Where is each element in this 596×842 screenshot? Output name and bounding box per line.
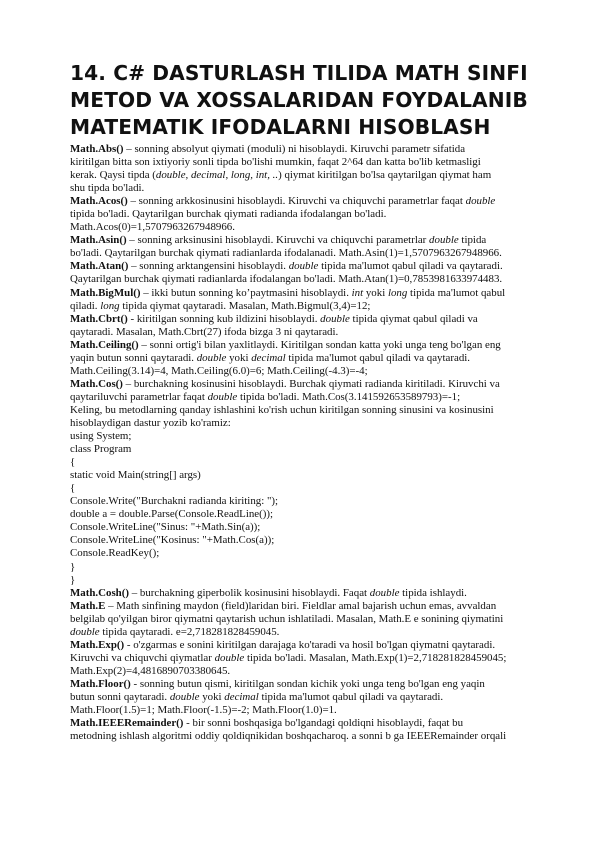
text-line [70,156,540,169]
text-segment: { [70,456,76,469]
text-segment: shu tipda bo'ladi. [70,182,145,195]
text-line [70,404,540,417]
text-line [70,678,540,691]
text-segment: using System; [70,430,132,443]
text-line [70,534,540,547]
method-name: Math.Asin() [70,234,127,247]
type-name: double [207,390,238,403]
text-segment: – sonni ortig'i bilan yaxlitlaydi. Kiritilgan sondan katta yoki unga teng bo'lgan eng [138,338,501,351]
text-line [70,391,540,404]
type-name: decimal [251,351,286,364]
text-segment: tipida bo'ladi. Masalan, Math.Exp(1)=2,718281828459045; [244,651,507,664]
text-line [70,430,540,443]
text-segment: yoki [226,351,252,364]
method-name: Math.Abs() [70,143,124,155]
text-line [70,704,540,717]
text-line [70,626,540,639]
text-line [70,508,540,521]
text-line [70,587,540,600]
text-segment: Math.Floor(1.5)=1; Math.Floor(-1.5)=-2; Math.Floor(1.0)=1. [70,704,337,717]
paragraph [70,234,540,260]
text-segment: - o'zgarmas e sonini kiritilgan darajaga ko'taradi va hosil bo'lgan qiymatni qaytaradi. [124,638,496,651]
text-segment: Qaytarilgan burchak qiymati radianlarda ifodalangan bo'ladi. Math.Atan(1)=0,7853981633974483. [70,273,503,286]
text-segment: tipida ma'lumot qabul [407,286,506,299]
text-line [70,574,540,587]
method-name: Math.E [70,599,106,612]
text-segment: tipida qiymat qaytaradi. Masalan, Math.Bigmul(3,4)=12; [119,299,371,312]
text-line [70,417,540,430]
text-line [70,208,540,221]
text-line [70,260,540,273]
text-segment: } [70,560,76,573]
method-name: Math.Cosh() [70,586,129,599]
text-segment: tipida bo'ladi. Qaytarilgan burchak qiymati radianda ifodalangan bo'ladi. [70,208,387,221]
text-line [70,600,540,613]
text-line [70,195,540,208]
text-segment: static void Main(string[] args) [70,469,201,482]
paragraph [70,195,540,234]
text-segment: – sonning absolyut qiymati (moduli) ni hisoblaydi. Kiruvchi parametr sifatida [123,143,466,155]
text-segment: butun sonni qaytaradi. [70,690,170,703]
text-segment: Math.Acos(0)=1,5707963267948966. [70,221,235,234]
paragraph [70,600,540,639]
text-segment: } [70,573,76,586]
text-segment: qaytaradi. Masalan, Math.Cbrt(27) ifoda bizga 3 ni qaytaradi. [70,325,339,338]
text-line [70,547,540,560]
text-line [70,730,540,743]
text-segment: - kiritilgan sonning kub ildizini hisoblaydi. [127,312,321,325]
type-name: decimal [224,690,259,703]
paragraph [70,339,540,378]
text-segment: Console.WriteLine("Kosinus: "+Math.Cos(a)); [70,534,275,547]
text-segment: – ikki butun sonning ko’paytmasini hisoblaydi. [140,286,352,299]
text-line [70,365,540,378]
text-segment: Math.Exp(2)=4,4816890703380645. [70,664,231,677]
paragraph [70,430,540,587]
text-line [70,169,540,182]
paragraph [70,287,540,313]
text-segment: qiladi. [70,299,101,312]
text-segment: yoki [199,690,225,703]
text-segment: yoki [363,286,388,299]
paragraph [70,717,540,743]
type-name: double [169,690,200,703]
text-line [70,339,540,352]
text-line [70,613,540,626]
type-name: long [100,299,120,312]
type-name: double [70,625,100,638]
text-line [70,443,540,456]
text-line [70,482,540,495]
text-segment: tipida qaytaradi. e=2,718281828459045. [99,625,280,638]
text-segment: Console.ReadKey(); [70,547,160,560]
text-segment: – sonning arkkosinusini hisoblaydi. Kiruvchi va chiquvchi parametrlar faqat [127,195,466,208]
text-segment: – sonning arktangensini hisoblaydi. [128,260,289,273]
text-segment: tipida ma'lumot qabul qiladi va qaytaradi. [258,690,444,703]
type-name: double, decimal, long, int, .. [155,169,279,182]
method-name: Math.BigMul() [70,286,141,299]
text-segment: Math.Ceiling(3.14)=4, Math.Ceiling(6.0)=6; Math.Ceiling(-4.3)=-4; [70,364,368,377]
type-name: int [351,286,364,299]
text-line [70,521,540,534]
text-segment: class Program [70,443,132,456]
text-segment: tipida ishlaydi. [399,586,467,599]
text-line [70,378,540,391]
text-segment: – burchakning kosinusini hisoblaydi. Burchak qiymati radianda kiritiladi. Kiruvchi va [122,377,500,390]
type-name: double [288,260,319,273]
method-name: Math.Atan() [70,260,129,273]
method-name: Math.Ceiling() [70,338,139,351]
text-line [70,300,540,313]
text-line [70,234,540,247]
text-segment: metodning ishlash algoritmi oddiy qoldiqnikidan boshqacharoq. a sonni b ga IEEERemainder orqali [70,730,507,743]
paragraph [70,313,540,339]
method-name: Math.Acos() [70,195,128,208]
type-name: double [465,195,496,208]
text-line [70,469,540,482]
text-segment: - sonning butun qismi, kiritilgan sondan kichik yoki unga teng bo'lgan eng yaqin [130,677,485,690]
text-line [70,456,540,469]
title-line: 14. C# DASTURLASH TILIDA MATH SINFI [70,61,528,85]
type-name: double [214,651,245,664]
text-segment: ) qiymat kiritilgan bo'lsa qaytarilgan qiymat ham [278,169,492,182]
type-name: double [369,586,400,599]
method-name: Math.Cos() [70,377,123,390]
text-segment: tipida qiymat qabul qiladi va [349,312,478,325]
text-line [70,495,540,508]
method-name: Math.Cbrt() [70,312,128,325]
text-segment: Kiruvchi va chiquvchi qiymatlar [70,651,215,664]
paragraph [70,639,540,678]
text-segment: - bir sonni boshqasiga bo'lgandagi qoldiqni hisoblaydi, faqat bu [183,717,464,730]
text-segment: belgilab qo'yilgan biror qiymatni qaytarish uchun ishlatiladi. Masalan, Math.E e sonining qiymatini [70,612,504,625]
text-segment: – sonning arksinusini hisoblaydi. Kiruvchi va chiquvchi parametrlar [126,234,430,247]
text-line [70,639,540,652]
text-segment: tipida ma'lumot qabul qiladi va qaytaradi. [318,260,503,273]
document-body [70,143,540,743]
text-line [70,143,540,156]
paragraph [70,678,540,717]
text-segment: – Math sinfining maydon (field)laridan biri. Fieldlar amal bajarish uchun emas, avvaldan [105,599,497,612]
paragraph [70,587,540,600]
text-line [70,221,540,234]
method-name: Math.Exp() [70,638,125,651]
text-segment: kerak. Qaysi tipda ( [70,169,156,182]
document-title [70,60,540,141]
text-line [70,652,540,665]
type-name: long [387,286,408,299]
text-segment: qaytariluvchi parametrlar faqat [70,390,208,403]
method-name: Math.Floor() [70,677,131,690]
text-line [70,561,540,574]
text-segment: yaqin butun sonni qaytaradi. [70,351,197,364]
text-segment: double a = double.Parse(Console.ReadLine()); [70,508,274,521]
text-segment: Console.Write("Burchakni radianda kiriting: "); [70,495,279,508]
text-line [70,665,540,678]
text-line [70,273,540,286]
text-line [70,182,540,195]
text-segment: Keling, bu metodlarning qanday ishlashini ko'rish uchun kiritilgan sonning sinusini va kosinusini [70,403,494,416]
text-segment: hisoblaydigan dastur yozib ko'ramiz: [70,416,231,429]
text-segment: kiritilgan bitta son ixtiyoriy sonli tipda bo'lishi mumkin, faqat 2^64 dan katta bo'lib ketmasligi [70,156,481,169]
document-page [70,60,540,743]
paragraph [70,143,540,195]
type-name: double [320,312,350,325]
text-segment: bo'ladi. Qaytarilgan burchak qiymati radianlarda ifodalanadi. Math.Asin(1)=1,5707963267948966. [70,247,502,260]
text-segment: – burchakning giperbolik kosinusini hisoblaydi. Faqat [129,586,370,599]
text-line [70,691,540,704]
text-segment: tipida ma'lumot qabul qiladi va qaytaradi. [285,351,471,364]
type-name: double [196,351,227,364]
text-segment: tipida bo'ladi. Math.Cos(3.141592653589793)=-1; [237,390,461,403]
text-line [70,247,540,260]
type-name: double [429,234,459,247]
text-segment: tipida [458,234,487,247]
text-segment: { [70,482,76,495]
text-line [70,313,540,326]
paragraph [70,260,540,286]
method-name: Math.IEEERemainder() [70,717,184,730]
paragraph [70,378,540,430]
text-line [70,352,540,365]
text-line [70,287,540,300]
text-line [70,717,540,730]
text-line [70,326,540,339]
title-line: MATEMATIK IFODALARNI HISOBLASH [70,115,491,139]
title-line: METOD VA XOSSALARIDAN FOYDALANIB [70,88,528,112]
text-segment: Console.WriteLine("Sinus: "+Math.Sin(a)); [70,521,261,534]
